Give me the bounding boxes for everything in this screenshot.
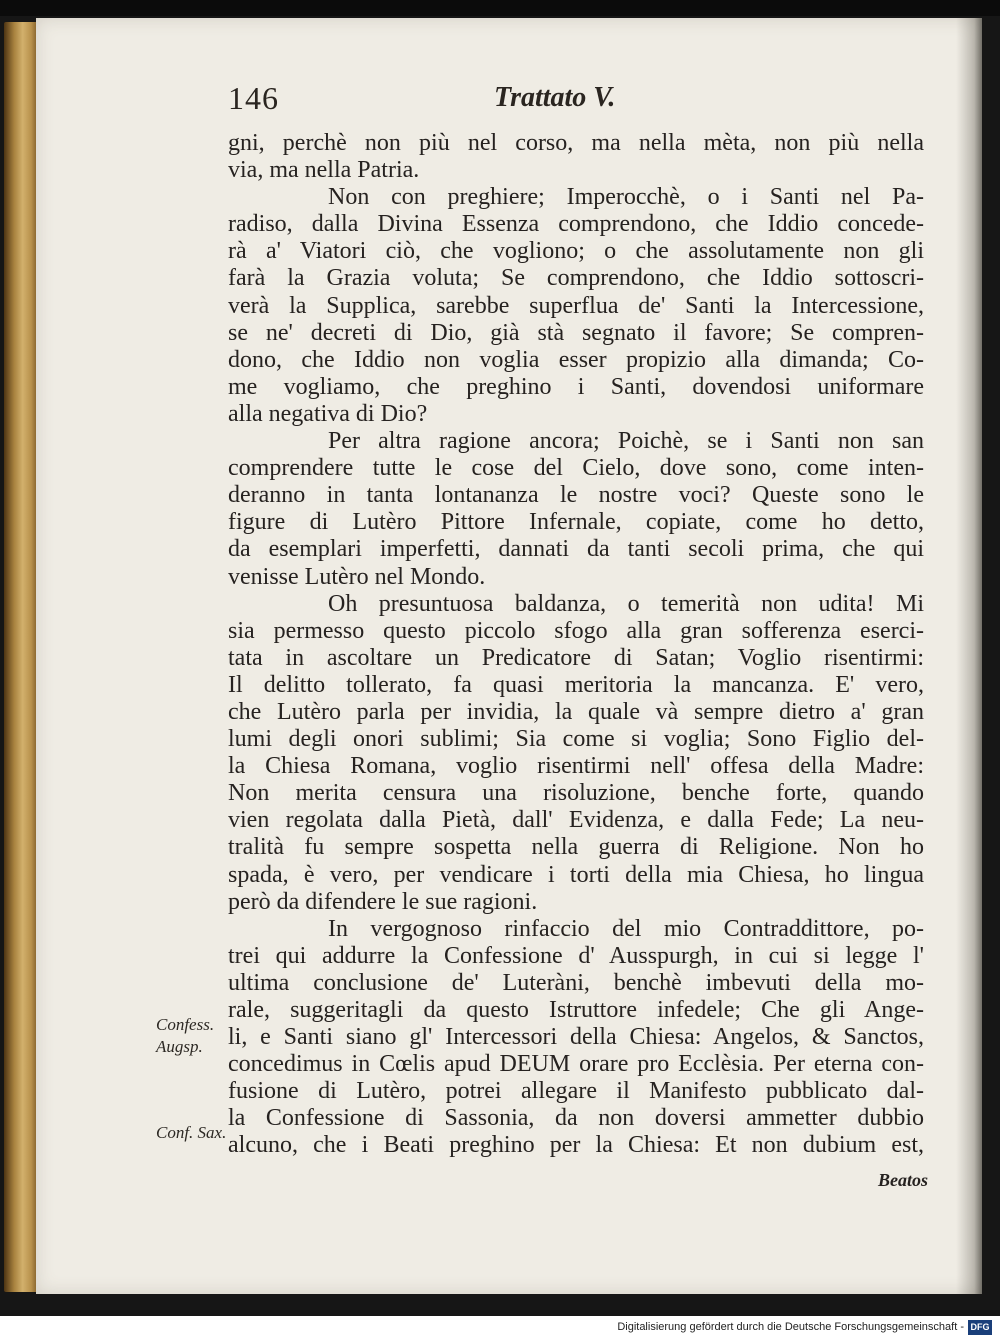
text-line: Oh presuntuosa baldanza, o temerità non udita! Mi [328,590,924,617]
text-line: che Lutèro parla per invidia, la quale và sempre dietro a' gran [228,698,924,725]
text-line: tata in ascoltare un Predicatore di Satan; Voglio risentirmi: [228,644,924,671]
text-line: radiso, dalla Divina Essenza comprendono, che Iddio concede- [228,211,924,238]
digitization-footer [0,1316,1000,1340]
text-line: ultima conclusione de' Luteràni, benchè imbevuti della mo- [228,969,924,996]
text-line: dono, che Iddio non voglia esser propizio alla dimanda; Co- [228,346,924,373]
text-line: la Confessione di Sassonia, da non doversi ammetter dubbio [228,1105,924,1132]
margin-note-line: Augsp. [156,1037,203,1056]
book-page [36,18,982,1294]
text-line: farà la Grazia voluta; Se comprendono, che Iddio sottoscri- [228,265,924,292]
text-line: verà la Supplica, sarebbe superflua de' Santi la Intercessione, [228,292,924,319]
text-line: via, ma nella Patria. [228,157,420,184]
text-line: Non merita censura una risoluzione, benche forte, quando [228,780,924,807]
text-line: li, e Santi siano gl' Intercessori della Chiesa: Angelos, & Sanctos, [228,1024,924,1051]
text-line: Il delitto tollerato, fa quasi meritoria la mancanza. E' vero, [228,671,924,698]
text-line: In vergognoso rinfaccio del mio Contraddittore, po- [328,915,924,942]
text-line: da esemplari imperfetti, dannati da tanti secoli prima, che qui [228,536,924,563]
page-gutter-shadow [956,18,982,1294]
margin-note-confessio-saxonica [156,1122,226,1144]
text-line: però da difendere le sue ragioni. [228,888,538,915]
text-line: rà a' Viatori ciò, che vogliono; o che assolutamente non gli [228,238,924,265]
dfg-logo: DFG [968,1320,992,1335]
text-line: Per altra ragione ancora; Poichè, se i Santi non san [328,428,924,455]
text-line: trei qui addurre la Confessione d' Ausspurgh, in cui si legge l' [228,942,924,969]
text-line: vien regolata dalla Pietà, dall' Evidenza, e dalla Fede; La neu- [228,807,924,834]
margin-note-line: Conf. Sax. [156,1123,227,1142]
footer-credit: Digitalisierung gefördert durch die Deutsche Forschungsgemeinschaft - [617,1321,964,1333]
text-line: se ne' decreti di Dio, già stà segnato il favore; Se compren- [228,319,924,346]
text-line: concedimus in Cœlis apud DEUM orare pro Ecclèsia. Per eterna con- [228,1051,924,1078]
text-line: me vogliamo, che preghino i Santi, dovendosi uniformare [228,373,924,400]
scan-top-border [0,0,1000,16]
book-fore-edge [4,22,38,1292]
text-line: rale, suggeritagli da questo Istruttore infedele; Che gli Ange- [228,997,924,1023]
text-line: deranno in tanta lontananza le nostre voci? Queste sono le [228,482,924,509]
text-line: alla negativa di Dio? [228,400,428,427]
running-title: Trattato V. [494,82,616,113]
text-line: spada, è vero, per vendicare i torti della mia Chiesa, ho lingua [228,861,924,888]
body-text [228,130,924,1160]
text-line: fusione di Lutèro, potrei allegare il Manifesto pubblicato dal- [228,1078,924,1105]
text-line: alcuno, che i Beati preghino per la Chiesa: Et non dubium est, [228,1132,924,1159]
margin-note-line: Confess. [156,1015,215,1034]
page-number: 146 [228,80,279,116]
text-line: gni, perchè non più nel corso, ma nella mèta, non più nella [228,130,924,156]
text-line: figure di Lutèro Pittore Infernale, copiate, come ho detto, [228,509,924,536]
margin-note-confessio-augustana [156,1014,214,1058]
text-line: tralità fu sempre sospetta nella guerra di Religione. Non ho [228,834,924,861]
text-line: comprendere tutte le cose del Cielo, dove sono, come inten- [228,455,924,482]
text-line: la Chiesa Romana, voglio risentirmi nell' offesa della Madre: [228,753,924,780]
text-line: Non con preghiere; Imperocchè, o i Santi nel Pa- [328,184,924,211]
text-line: venisse Lutèro nel Mondo. [228,563,486,590]
text-line: sia permesso questo piccolo sfogo alla gran sofferenza eserci- [228,617,924,644]
catchword: Beatos [877,1170,928,1190]
text-line: lumi degli onori sublimi; Sia come si voglia; Sono Figlio del- [228,726,924,753]
page-header [228,80,928,124]
